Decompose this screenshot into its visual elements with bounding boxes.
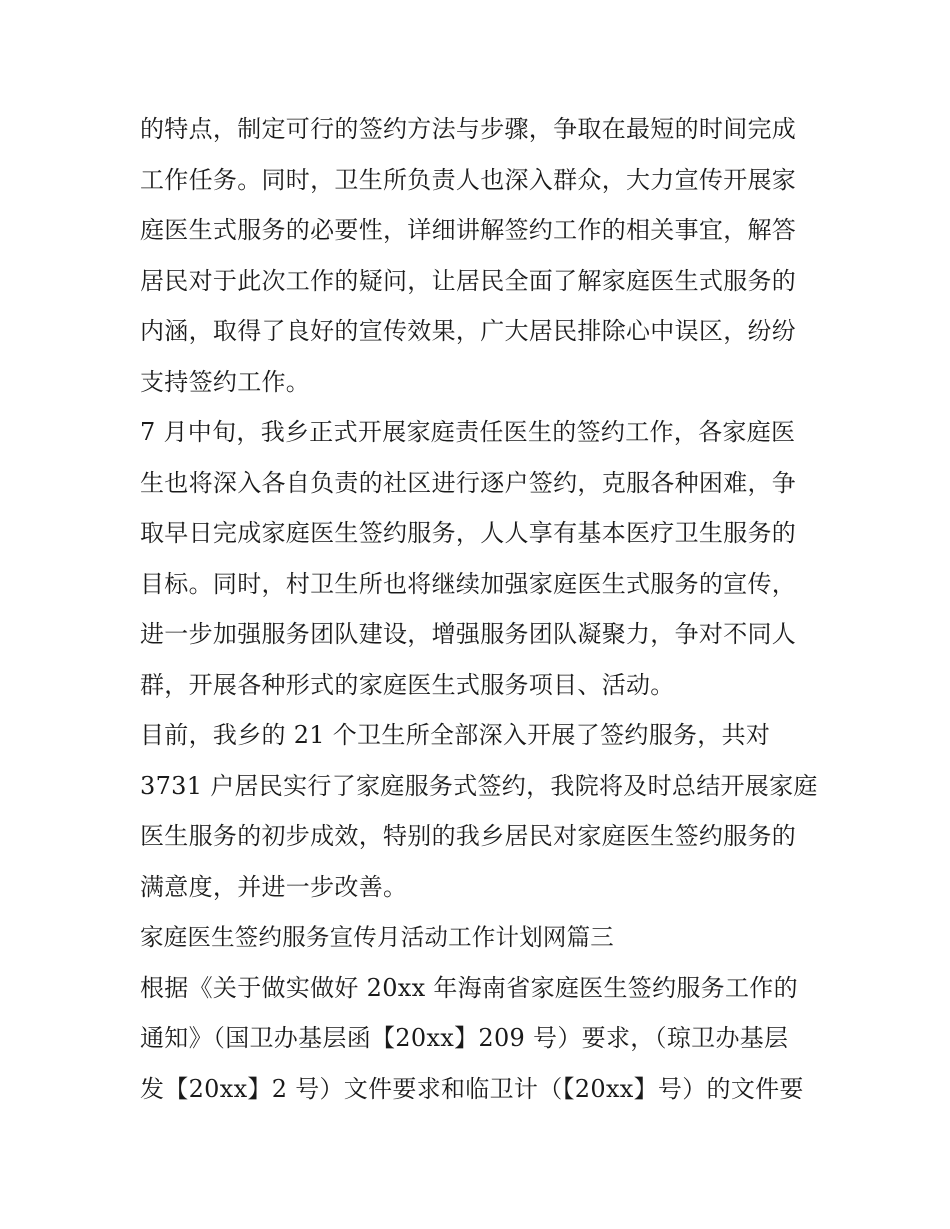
section-heading: 家庭医生签约服务宣传月活动工作计划网篇三 — [140, 923, 614, 951]
text-line: 内涵，取得了良好的宣传效果，广大居民排除心中误区，纷纷 — [140, 317, 797, 345]
text-line: 医生服务的初步成效，特别的我乡居民对家庭医生签约服务的 — [140, 822, 797, 850]
text-line: 支持签约工作。 — [140, 367, 311, 396]
document-body — [140, 104, 820, 1114]
text-line: 满意度，并进一步改善。 — [140, 872, 408, 901]
text-line: 庭医生式服务的必要性，详细讲解签约工作的相关事宜，解答 — [140, 216, 797, 244]
text-line: 群，开展各种形式的家庭医生式服务项目、活动。 — [140, 670, 675, 699]
text-line: 通知》（国卫办基层函【20xx】209 号）要求，（琼卫办基层 — [140, 1024, 789, 1052]
text-line: 目标。同时，村卫生所也将继续加强家庭医生式服务的宣传， — [140, 569, 797, 598]
text-line: 目前，我乡的 21 个卫生所全部深入开展了签约服务，共对 — [140, 721, 771, 749]
text-line: 进一步加强服务团队建设，增强服务团队凝聚力，争对不同人 — [140, 620, 797, 648]
text-line: 的特点，制定可行的签约方法与步骤，争取在最短的时间完成 — [140, 115, 797, 143]
text-line: 工作任务。同时，卫生所负责人也深入群众，大力宣传开展家 — [140, 165, 797, 194]
text-line: 7 月中旬，我乡正式开展家庭责任医生的签约工作，各家庭医 — [140, 418, 796, 446]
text-line: 生也将深入各自负责的社区进行逐户签约，克服各种困难，争 — [140, 468, 797, 497]
text-line: 发【20xx】2 号）文件要求和临卫计（【20xx】号）的文件要 — [140, 1074, 804, 1103]
text-line: 居民对于此次工作的疑问，让居民全面了解家庭医生式服务的 — [140, 266, 797, 295]
text-line: 根据《关于做实做好 20xx 年海南省家庭医生签约服务工作的 — [140, 973, 798, 1002]
text-line: 取早日完成家庭医生签约服务，人人享有基本医疗卫生服务的 — [140, 519, 797, 547]
text-line: 3731 户居民实行了家庭服务式签约，我院将及时总结开展家庭 — [140, 771, 818, 800]
